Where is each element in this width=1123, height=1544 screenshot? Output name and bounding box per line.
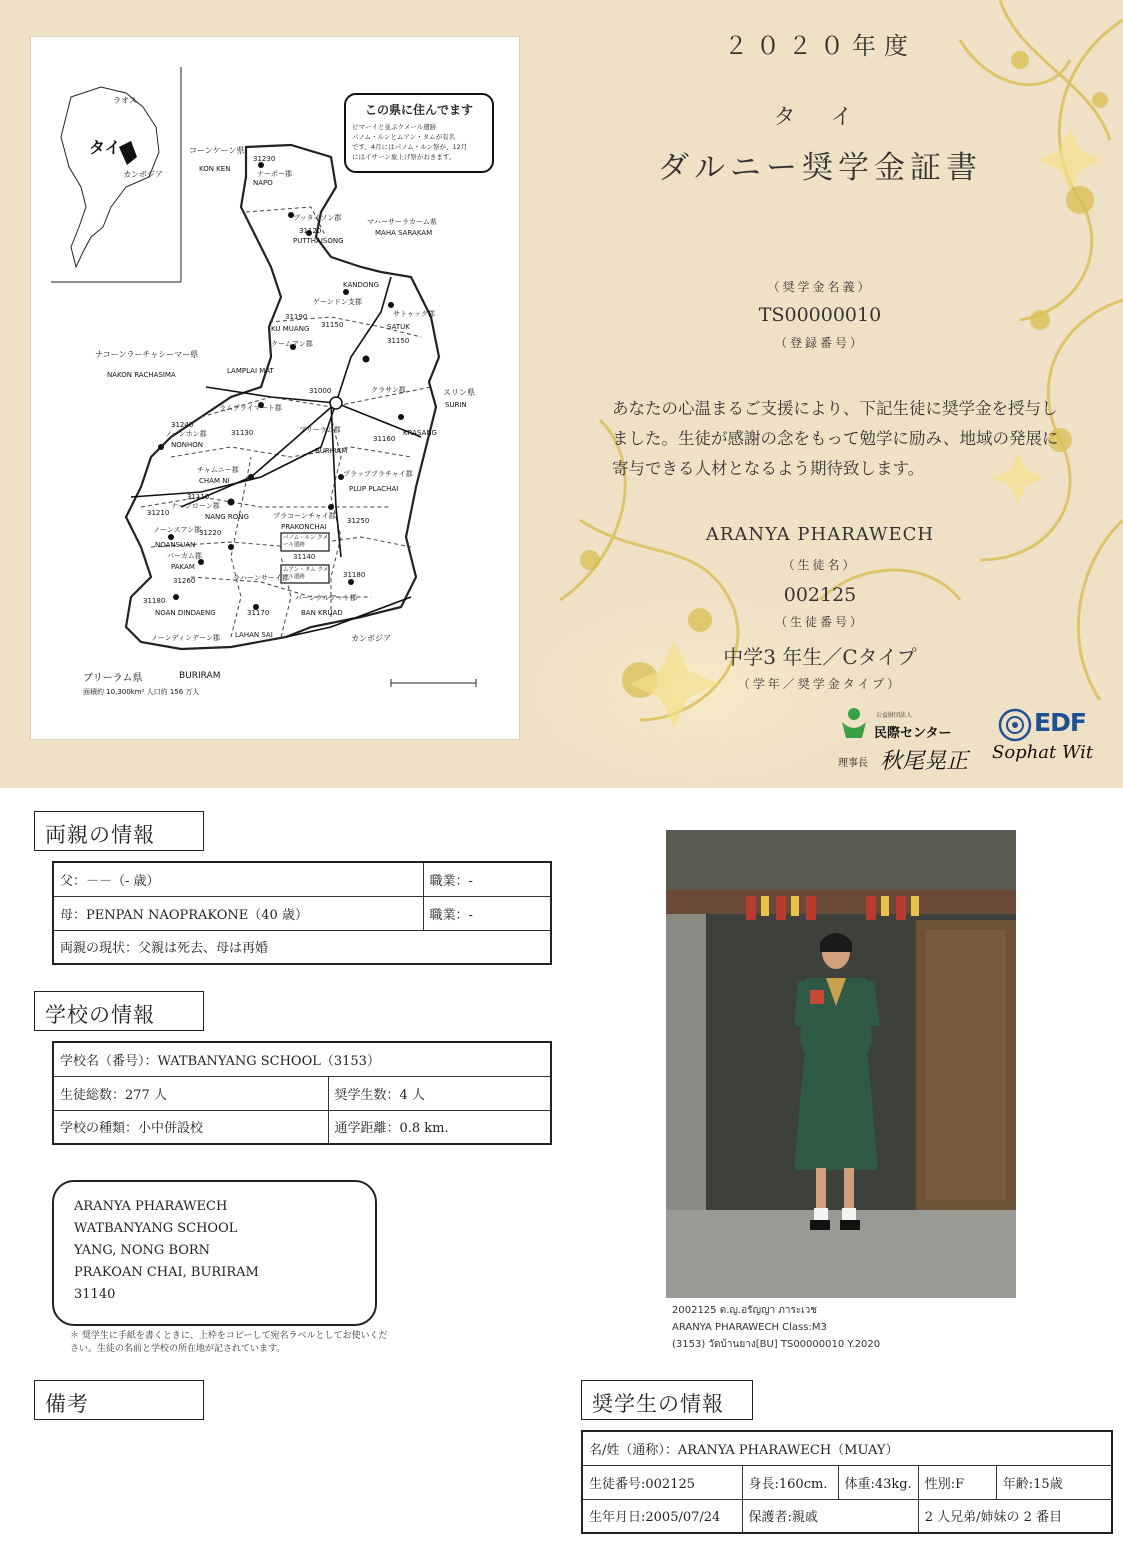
certificate-country: タ イ [773,105,867,130]
district-jp: ノーンホン郡 [165,430,207,438]
district-code: 31190 [285,313,308,321]
certificate-year: ２０２０年度 [724,32,916,60]
district-jp: パーカム郡 [167,552,202,560]
edf-signature: Sophat Wit [992,742,1094,763]
photo-caption-line: 2002125 ด.ญ.อรัญญา ภาระเวช [672,1305,818,1316]
district-label: BAN KRUAD [301,609,343,617]
distance-cell: 通学距離：0.8 km. [328,1110,551,1144]
address-note: ＊ 奨学生に手紙を書くときに、上枠をコピーして宛名ラベルとしてお使いください。生徒の名前と学校の所在地が記されています。 [70,1331,388,1354]
scholar-count-cell: 奨学生数：4 人 [328,1076,551,1110]
student-name-label: （生徒名） [782,558,858,572]
map-label-nakon-jp: ナコーンラーチャシーマー県 [95,350,199,359]
map-label-laos: ラオス [113,96,137,105]
height-cell: 身長:160cm. [742,1465,838,1499]
district-code: 31160 [373,435,396,443]
student-photo [666,830,1016,1298]
district-code: 31210 [147,509,170,517]
map-label-area: 面積約 10,300km² 人口約 156 万人 [83,688,200,696]
callout-line: にはイサーン象上げ祭がおきます。 [352,153,456,161]
father-cell: 父：－－（- 歳） [53,862,423,896]
certificate-title: ダルニー奨学金証書 [658,150,982,186]
father-job-cell: 職業：- [423,862,551,896]
map-label-khon-kaen-jp: コーンケーン県 [189,146,245,155]
parents-section-title: 両親の情報 [34,811,204,851]
grade-type-label: （学年／奨学金タイプ） [737,677,903,691]
district-label: BURIRAM [315,447,348,455]
school-table [52,1041,552,1145]
district-label: NAPO [253,179,273,187]
district-code: 31130 [231,429,254,437]
map-label-maha-jp: マハーサーラカーム県 [367,218,437,226]
photo-caption-line: ARANYA PHARAWECH Class:M3 [672,1322,827,1333]
certificate-student-name: ARANYA PHARAWECH [705,524,935,545]
address-line: WATBANYANG SCHOOL [74,1221,238,1236]
district-label: KANDONG [343,281,380,289]
district-label: NOAN DINDAENG [155,609,216,617]
district-jp: ノーンディンデーン郡 [151,634,220,642]
org-name: 民際センター [874,726,952,741]
district-jp: クラサン郡 [371,386,406,394]
district-code: 31180 [343,571,366,579]
district-label: CHAM NI [199,477,230,485]
callout-line: です。4月にはパノム・ルン祭が、12月 [352,143,468,151]
district-jp: ラムプライマート郡 [219,404,282,412]
map-label-surin-jp: スリン県 [443,388,475,397]
org-role: 理事長 [838,758,868,769]
district-code: 31110 [187,493,210,501]
mother-job-cell: 職業：- [423,896,551,930]
district-jp: ブッタイソン郡 [293,214,342,222]
mother-cell: 母：PENPAN NAOPRAKONE（40 歳） [53,896,423,930]
callout-line: ピマーイと並ぶクメール遺跡 [352,123,437,131]
district-code: 31150 [321,321,344,329]
map-label-nakon: NAKON RACHASIMA [107,371,176,379]
district-code: 31180 [143,597,166,605]
map-label-maha: MAHA SARAKAM [375,229,433,237]
scholar-id-cell: 生徒番号:002125 [582,1465,742,1499]
ruin-label: パノム・ルン クメール遺跡 [283,535,329,548]
registration-number: TS00000010 [758,304,882,326]
scholar-name-cell: 名/姓（通称）：ARANYA PHARAWECH（MUAY） [582,1431,1112,1465]
district-jp: ラハーンサーイ郡 [233,574,289,582]
school-section-title: 学校の情報 [34,991,204,1031]
district-label: PUTTHAISONG [293,237,344,245]
weight-cell: 体重:43kg. [838,1465,918,1499]
district-jp: ナーポー郡 [257,170,292,178]
district-code: 31000 [309,387,332,395]
org-signature: 秋尾晃正 [880,749,969,774]
callout-body [352,122,486,162]
remarks-section-title: 備考 [34,1380,204,1420]
age-cell: 年齢:15歳 [996,1465,1112,1499]
guardian-cell: 保護者:親戚 [742,1499,918,1533]
district-jp: ゲーンドン支郡 [313,298,362,306]
district-label: NANG RONG [205,513,249,521]
student-id-label: （生徒番号） [774,615,865,629]
district-label: SATUK [387,323,410,331]
map-label-thai: タイ [89,138,121,157]
district-jp: プラッププラチャイ郡 [343,470,413,478]
birthday-cell: 生年月日:2005/07/24 [582,1499,742,1533]
district-code: 31260 [173,577,196,585]
province-map [30,36,520,740]
district-jp: プラコーンチャイ郡 [273,512,336,520]
district-jp: ナーンローン郡 [171,502,220,510]
school-type-cell: 学校の種類：小中併設校 [53,1110,328,1144]
photo-caption-line: (3153) วัดบ้านยาง[BU] TS00000010 Y.2020 [672,1339,881,1350]
district-jp: バーンクルアット郡 [295,594,358,602]
photo-caption [672,1302,880,1353]
district-code: 31120 [299,227,322,235]
map-label-surin: SURIN [445,401,467,409]
callout-line: パノム・ルンとムアン・タムが有名 [352,133,456,141]
edf-logo: EDF [1034,708,1086,737]
address-line: YANG, NONG BORN [74,1243,211,1258]
district-code: 31170 [247,609,270,617]
district-jp: チャムニー郡 [197,466,239,474]
district-label: NONHON [171,441,203,449]
map-label-province-jp: ブリーラム県 [83,673,143,684]
org-logo-icon [838,704,878,744]
district-code: 31250 [347,517,370,525]
scholar-section-title: 奨学生の情報 [581,1380,753,1420]
address-line: ARANYA PHARAWECH [74,1199,228,1214]
district-label: PAKAM [171,563,195,571]
district-label: PLUP PLACHAI [349,485,399,493]
district-code: 31150 [387,337,410,345]
district-label: PRAKONCHAI [281,523,327,531]
siblings-cell: 2 人兄弟/姉妹の 2 番目 [918,1499,1112,1533]
district-label: LAHAN SAI [235,631,273,639]
registration-label: （登録番号） [774,336,865,350]
org-signature-block [836,700,976,772]
district-code: 31220 [199,529,222,537]
parents-status-cell: 両親の現状：父親は死去、母は再婚 [53,930,551,964]
certificate-message: あなたの心温まるご支援により、下記生徒に奨学金を授与しました。生徒が感謝の念をもって勉学に励み、地域の発展に寄与できる人材となるよう期待致します。 [612,399,1059,478]
district-jp: サトゥック郡 [393,310,435,318]
address-line: 31140 [74,1287,116,1302]
map-label-khon-kaen: KON KEN [199,165,231,173]
district-label: KU MUANG [271,325,310,333]
district-jp: ノーンスアン郡 [153,526,202,534]
address-label-box [52,1180,377,1326]
district-label: LAMPLAI MAT [227,367,274,375]
map-callout [344,93,494,173]
edf-emblem-icon [998,708,1032,742]
district-code: 31230 [253,155,276,163]
ruin-label: ムアン・タム クメール遺跡 [283,567,329,580]
sponsor-label: （奨学金名義） [767,280,873,294]
map-label-cambodia: カンボジア [123,170,163,179]
district-label: KRASANG [403,429,437,437]
certificate-student-id: 002125 [783,584,857,606]
district-code: 31240 [171,421,194,429]
certificate-grade-type: 中学3 年生／Cタイプ [723,645,917,669]
map-label-province: BURIRAM [179,671,221,681]
student-count-cell: 生徒総数：277 人 [53,1076,328,1110]
callout-title: この県に住んでます [364,103,473,117]
district-label: NOANSUAN [155,541,196,549]
scholar-table [581,1430,1113,1534]
student-photo-image [666,830,1016,1298]
map-label-cambodia-2: カンボジア [351,634,391,643]
district-jp: クームアン郡 [271,340,313,348]
school-name-cell: 学校名（番号）：WATBANYANG SCHOOL（3153） [53,1042,551,1076]
district-jp: ブリーラム郡 [299,426,341,434]
sex-cell: 性別:F [918,1465,996,1499]
district-code: 31140 [293,553,316,561]
address-line: PRAKOAN CHAI, BURIRAM [74,1265,259,1280]
org-small-label: 公益財団法人 [876,712,913,719]
parents-table [52,861,552,965]
